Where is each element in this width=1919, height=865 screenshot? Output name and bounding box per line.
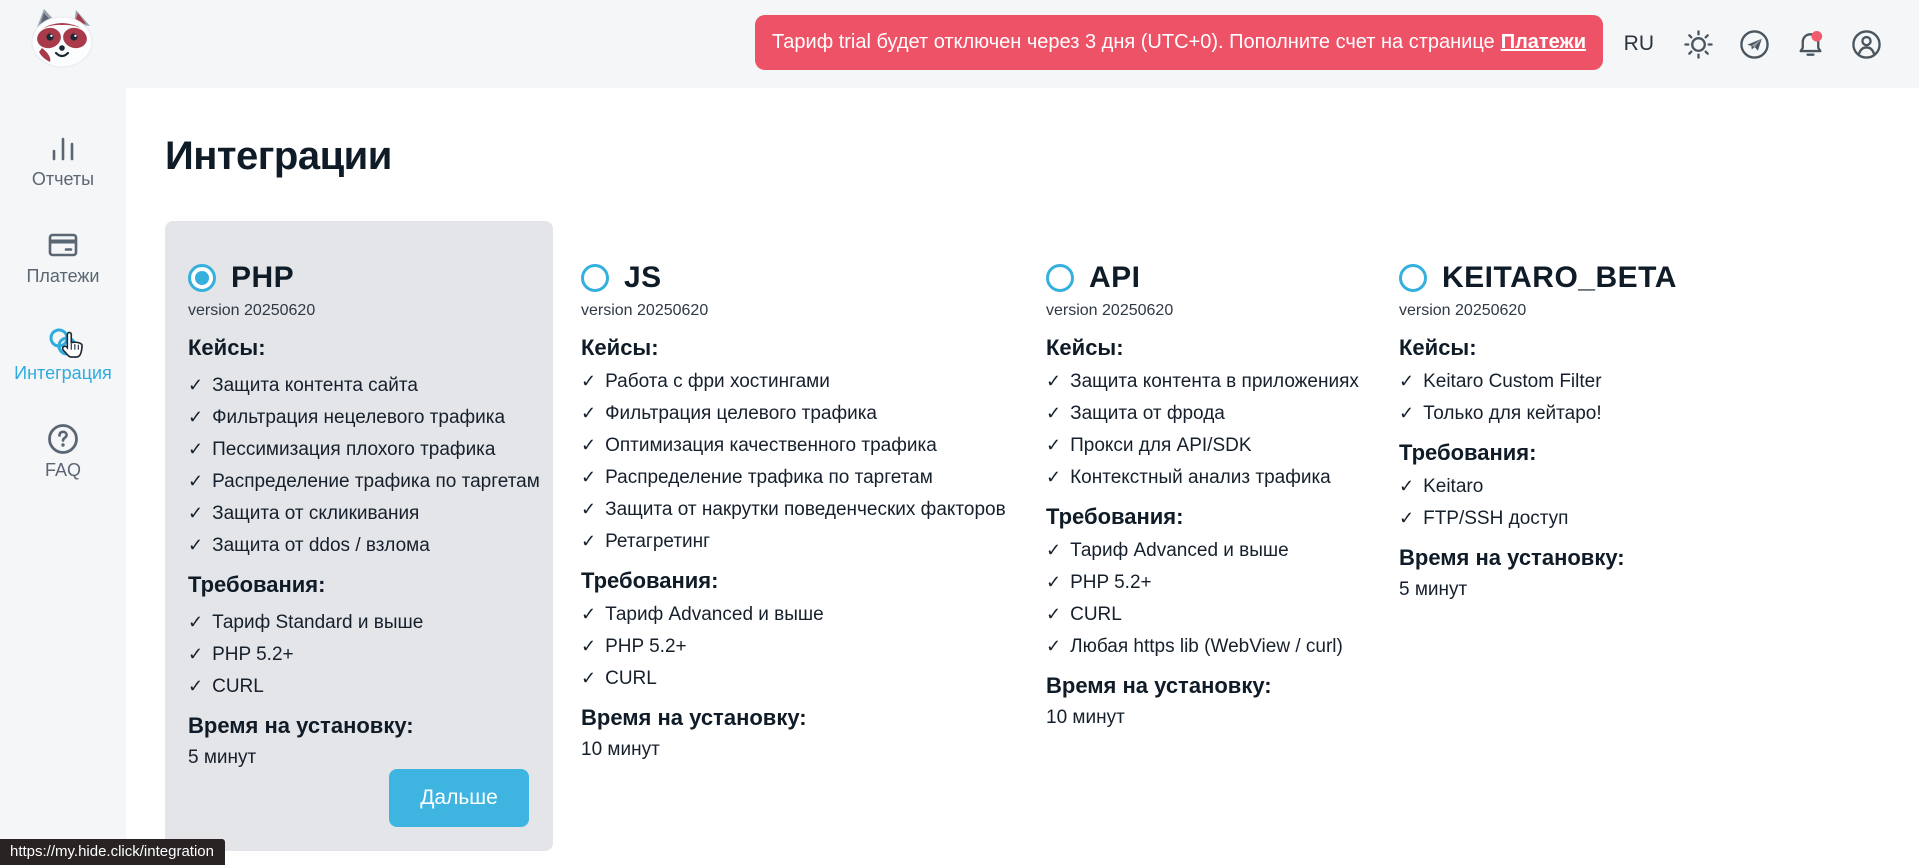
requirement-item (188, 612, 529, 634)
case-item (188, 535, 529, 557)
install-time-value: 10 минут (1046, 707, 1125, 728)
requirement-item-label: Тариф Standard и выше (212, 612, 424, 633)
php-radio[interactable] (188, 264, 216, 292)
theme-sun-icon[interactable] (1683, 29, 1714, 60)
requirement-item-label: CURL (212, 676, 264, 697)
requirement-item-label: CURL (605, 668, 657, 689)
case-item-label: Фильтрация нецелевого трафика (212, 407, 506, 428)
integration-option-php (165, 221, 553, 851)
case-item (581, 371, 1018, 393)
option-version: version 20250620 (1046, 302, 1174, 319)
requirement-item (1046, 604, 1371, 626)
check-icon: ✓ (1046, 371, 1062, 391)
requirement-item-label: PHP 5.2+ (1070, 572, 1152, 593)
sidebar-item-faq[interactable] (45, 421, 81, 481)
requirements-list (581, 604, 1018, 690)
check-icon: ✓ (1399, 476, 1415, 496)
case-item-label: Keitaro Custom Filter (1423, 371, 1602, 392)
check-icon: ✓ (581, 371, 597, 391)
case-item-label: Пессимизация плохого трафика (212, 439, 496, 460)
requirement-item (1399, 508, 1789, 530)
option-version: version 20250620 (581, 302, 709, 319)
question-circle-icon (45, 421, 81, 457)
case-item-label: Защита от ddos / взлома (212, 535, 430, 556)
case-item-label: Только для кейтаро! (1423, 403, 1602, 424)
check-icon: ✓ (1046, 467, 1062, 487)
keitaro_beta-radio[interactable] (1399, 264, 1427, 292)
notifications-button[interactable] (1795, 29, 1826, 60)
requirement-item (581, 604, 1018, 626)
cases-list (188, 365, 540, 557)
sidebar-item-payments[interactable] (26, 227, 99, 287)
check-icon: ✓ (581, 467, 597, 487)
check-icon: ✓ (1046, 403, 1062, 423)
case-item (581, 435, 1018, 457)
check-icon: ✓ (581, 636, 597, 656)
notifications-bell-icon (1795, 29, 1826, 60)
integration-options (165, 221, 1919, 851)
option-header (188, 261, 529, 295)
option-version: version 20250620 (188, 302, 316, 319)
option-name: KEITARO_BETA (1442, 261, 1677, 294)
case-item (188, 471, 540, 493)
requirement-item (1046, 572, 1371, 594)
option-name: JS (624, 261, 662, 294)
integration-option-api (1046, 221, 1371, 729)
case-item-label: Прокси для API/SDK (1070, 435, 1252, 456)
bar-chart-icon (45, 130, 81, 166)
section-title: Требования: (188, 572, 326, 597)
check-icon: ✓ (188, 612, 204, 632)
option-header (581, 261, 1018, 295)
requirement-item (1046, 540, 1371, 562)
page-title: Интеграции (165, 134, 392, 178)
check-icon: ✓ (1046, 572, 1062, 592)
sidebar-item-label: Интеграция (14, 363, 112, 383)
alert-text: Тариф trial будет отключен через 3 дня (UTC+0). Пополните счет на странице (771, 31, 1495, 53)
install-time-value: 5 минут (1399, 579, 1468, 600)
check-icon: ✓ (1046, 540, 1062, 560)
case-item-label: Распределение трафика по таргетам (212, 471, 540, 492)
check-icon: ✓ (1399, 508, 1415, 528)
check-icon: ✓ (188, 503, 204, 523)
sidebar (0, 88, 126, 865)
radio-dot (195, 271, 209, 285)
integration-link-icon (45, 324, 81, 360)
case-item-label: Работа с фри хостингами (605, 371, 830, 392)
api-radio[interactable] (1046, 264, 1074, 292)
case-item-label: Защита от накрутки поведенческих факторов (605, 499, 1006, 520)
integration-option-keitaro_beta (1399, 221, 1789, 601)
sidebar-item-label: Платежи (26, 266, 100, 286)
check-icon: ✓ (1399, 403, 1415, 423)
requirement-item (581, 636, 1018, 658)
install-time-title: Время на установку: (581, 705, 807, 730)
case-item (1046, 403, 1371, 425)
section-title: Кейсы: (1399, 335, 1477, 360)
js-radio[interactable] (581, 264, 609, 292)
requirement-item-label: CURL (1070, 604, 1122, 625)
case-item (1046, 371, 1371, 393)
check-icon: ✓ (188, 407, 204, 427)
case-item (188, 439, 529, 461)
trial-alert-banner (755, 15, 1603, 70)
case-item (1399, 371, 1789, 393)
section-title: Кейсы: (581, 335, 659, 360)
check-icon: ✓ (581, 403, 597, 423)
cases-list (1399, 371, 1789, 425)
requirements-list (1046, 540, 1371, 658)
topbar-actions (1624, 0, 1919, 88)
section-title: Кейсы: (1046, 335, 1124, 360)
app-logo-raccoon-icon[interactable] (22, 4, 98, 68)
case-item-label: Оптимизация качественного трафика (605, 435, 937, 456)
requirement-item-label: FTP/SSH доступ (1423, 508, 1569, 529)
requirement-item (581, 668, 1018, 690)
case-item (581, 531, 1018, 553)
requirement-item (1046, 636, 1371, 658)
install-time-title: Время на установку: (1399, 545, 1625, 570)
cases-list (581, 371, 1018, 553)
check-icon: ✓ (1046, 435, 1062, 455)
option-name: API (1089, 261, 1141, 294)
check-icon: ✓ (1046, 604, 1062, 624)
case-item (1046, 467, 1371, 489)
check-icon: ✓ (188, 439, 204, 459)
check-icon: ✓ (188, 644, 204, 664)
case-item-label: Распределение трафика по таргетам (605, 467, 933, 488)
main-content (126, 88, 1919, 865)
case-item (188, 503, 529, 525)
link-preview-statusbar: https://my.hide.click/integration (0, 839, 225, 865)
sidebar-item-reports[interactable] (32, 130, 94, 190)
sidebar-item-label: FAQ (44, 460, 81, 480)
check-icon: ✓ (188, 676, 204, 696)
language-selector[interactable]: RU (1623, 32, 1654, 55)
topbar (0, 0, 1919, 88)
requirement-item (188, 676, 529, 698)
case-item (1046, 435, 1371, 457)
telegram-icon[interactable] (1739, 29, 1770, 60)
case-item-label: Защита контента сайта (212, 375, 418, 396)
check-icon: ✓ (581, 668, 597, 688)
check-icon: ✓ (581, 604, 597, 624)
sidebar-item-label: Отчеты (31, 169, 95, 189)
case-item-label: Защита от скликивания (212, 503, 420, 524)
requirement-item-label: PHP 5.2+ (212, 644, 294, 665)
check-icon: ✓ (188, 471, 204, 491)
requirement-item-label: Любая https lib (WebView / curl) (1070, 636, 1343, 657)
section-title: Кейсы: (188, 335, 266, 360)
install-time-title: Время на установку: (1046, 673, 1272, 698)
case-item-label: Защита от фрода (1070, 403, 1225, 424)
install-time-value: 10 минут (581, 739, 660, 760)
requirement-item (188, 644, 529, 666)
integration-option-js (581, 221, 1018, 761)
section-title: Требования: (1046, 504, 1184, 529)
option-header (1399, 261, 1789, 295)
account-icon[interactable] (1851, 29, 1882, 60)
case-item (581, 467, 1018, 489)
case-item (188, 375, 529, 397)
cases-list (1046, 371, 1371, 489)
requirement-item-label: Keitaro (1423, 476, 1484, 497)
check-icon: ✓ (188, 535, 204, 555)
credit-card-icon (45, 227, 81, 263)
requirement-item-label: Тариф Advanced и выше (605, 604, 824, 625)
case-item-label: Защита контента в приложениях (1070, 371, 1359, 392)
check-icon: ✓ (581, 499, 597, 519)
requirement-item-label: PHP 5.2+ (605, 636, 687, 657)
case-item-label: Ретагретинг (605, 531, 711, 552)
case-item (581, 499, 1018, 521)
requirements-list (1399, 476, 1789, 530)
requirement-item-label: Тариф Advanced и выше (1070, 540, 1289, 561)
case-item-label: Фильтрация целевого трафика (605, 403, 877, 424)
check-icon: ✓ (1046, 636, 1062, 656)
install-time-value: 5 минут (188, 747, 257, 768)
section-title: Требования: (1399, 440, 1537, 465)
check-icon: ✓ (188, 375, 204, 395)
case-item (581, 403, 1018, 425)
install-time-title: Время на установку: (188, 713, 414, 738)
case-item-label: Контекстный анализ трафика (1070, 467, 1331, 488)
case-item (1399, 403, 1789, 425)
check-icon: ✓ (1399, 371, 1415, 391)
check-icon: ✓ (581, 435, 597, 455)
option-header (1046, 261, 1371, 295)
sidebar-item-integration[interactable] (14, 324, 112, 384)
section-title: Требования: (581, 568, 719, 593)
requirement-item (1399, 476, 1789, 498)
next-button[interactable]: Дальше (389, 769, 529, 827)
payments-link[interactable]: Платежи (1500, 31, 1587, 53)
case-item (188, 407, 529, 429)
check-icon: ✓ (581, 531, 597, 551)
option-name: PHP (231, 261, 295, 294)
requirements-list (188, 602, 529, 698)
option-version: version 20250620 (1399, 302, 1527, 319)
